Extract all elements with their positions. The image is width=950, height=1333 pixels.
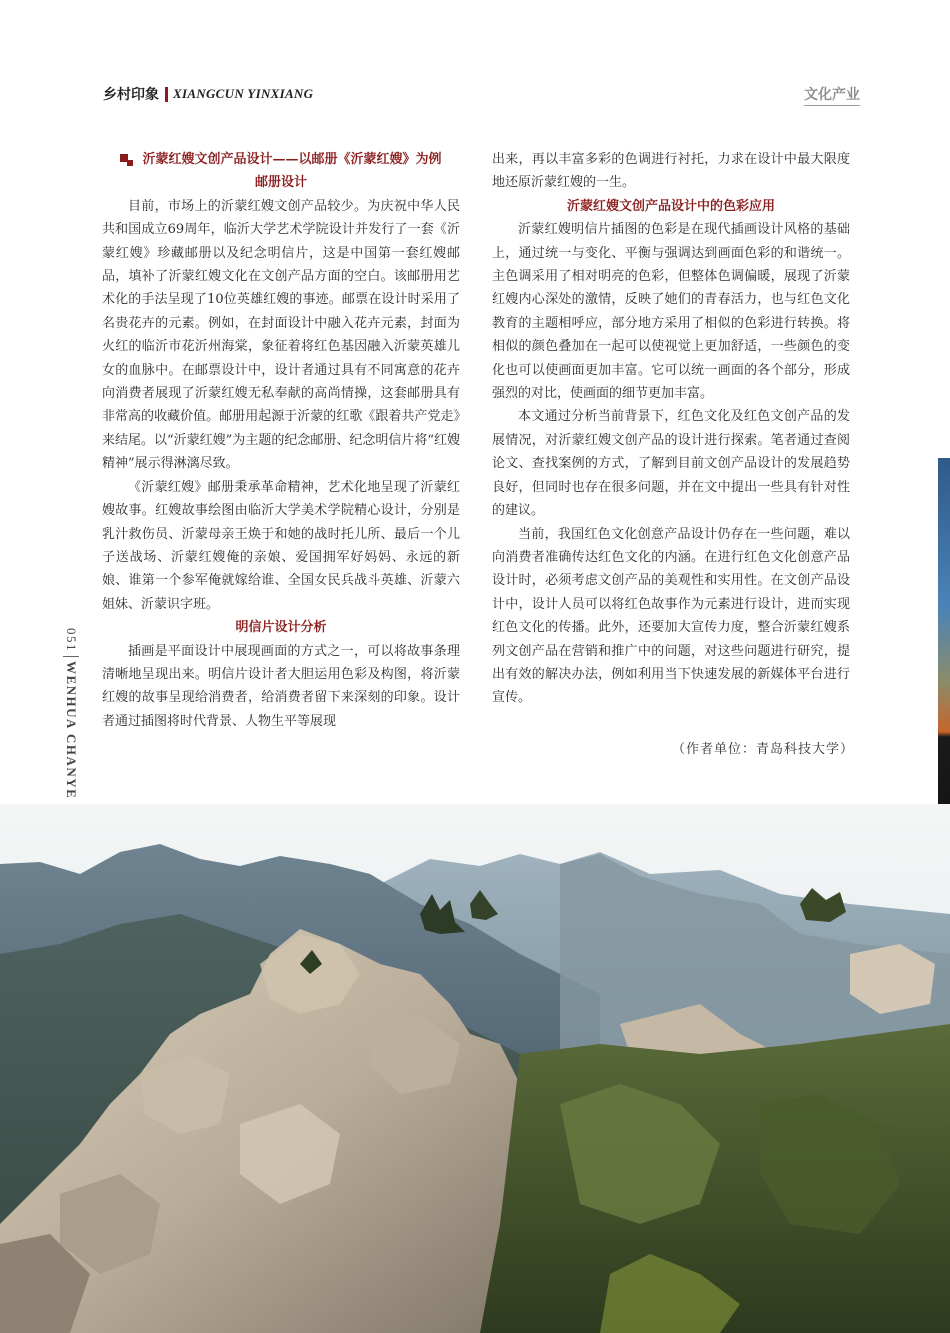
landscape-photo (0, 804, 950, 1333)
left-column (102, 148, 460, 733)
paragraph: 目前，市场上的沂蒙红嫂文创产品较少。为庆祝中华人民共和国成立69周年，临沂大学艺术学院设计并发行了一套《沂蒙红嫂》珍藏邮册以及纪念明信片，这是中国第一套红嫂邮品，填补了沂蒙红嫂文化在文创产品方面的空白。该邮册用艺术化的手法呈现了10位英雄红嫂的事迹。邮票在设计时采用了名贵花卉的元素。例如，在封面设计中融入花卉元素，封面为火红的临沂市花沂州海棠，象征着将红色基因融入沂蒙英雄儿女的血脉中。在邮票设计中，设计者通过具有不同寓意的花卉向消费者展现了沂蒙红嫂无私奉献的高尚情操，这套邮册具有非常高的收藏价值。邮册用起源于沂蒙的红歌《跟着共产党走》来结尾。以“沂蒙红嫂”为主题的纪念邮册、纪念明信片将“红嫂精神”展示得淋漓尽致。 (102, 198, 460, 472)
title-square-icon (120, 154, 136, 166)
right-column (492, 148, 850, 710)
paragraph: 《沂蒙红嫂》邮册秉承革命精神，艺术化地呈现了沂蒙红嫂故事。红嫂故事绘图由临沂大学美术学院精心设计，分别是乳汁救伤员、沂蒙母亲王焕于和她的战时托儿所、最后一个儿子送战场、沂蒙红嫂俺的亲娘、爱国拥军好妈妈、永远的新娘、谁第一个参军俺就嫁给谁、全国女民兵战斗英雄、沂蒙六姐妹、沂蒙识字班。 (102, 479, 460, 612)
paragraph: 沂蒙红嫂明信片插图的色彩是在现代插画设计风格的基础上，通过统一与变化、平衡与强调达到画面色彩的和谐统一。主色调采用了相对明亮的色彩，但整体色调偏暖，展现了沂蒙红嫂内心深处的激情，反映了她们的青春活力，也与红色文化教育的主题相呼应，部分地方采用了相似的色彩进行转换。将相似的颜色叠加在一起可以使视觉上更加舒适，一些颜色的变化也可以使画面更加丰富。它可以统一画面的各个部分，形成强烈的对比，使画面的细节更加丰富。 (492, 222, 850, 402)
paragraph: 本文通过分析当前背景下，红色文化及红色文创产品的发展情况，对沂蒙红嫂文创产品的设计进行探索。笔者通过查阅论文、查找案例的方式，了解到目前文创产品设计的发展趋势良好，但同时也存在很多问题，并在文中提出一些具有针对性的建议。 (492, 409, 850, 519)
header-divider (165, 87, 168, 102)
running-header (103, 84, 313, 104)
page-side-label (63, 628, 79, 799)
paragraph: 当前，我国红色文化创意产品设计仍存在一些问题，难以向消费者准确传达红色文化的内涵。在进行红色文化创意产品设计时，必须考虑文创产品的美观性和实用性。在文创产品设计中，设计人员可以将红色故事作为元素进行设计，进而实现红色文化的传播。此外，还要加大宣传力度，整合沂蒙红嫂系列文创产品在营销和推广中的问题，对这些问题进行研究，提出有效的解决办法，例如利用当下快速发展的新媒体平台进行宣传。 (492, 526, 850, 706)
page-number: 051 (63, 628, 79, 657)
article-title-row (102, 148, 460, 171)
section-name: 乡村印象 (103, 87, 159, 103)
section-heading-stamp: 邮册设计 (254, 175, 307, 191)
category-label: 文化产业 (804, 84, 860, 106)
paragraph-continued: 出来，再以丰富多彩的色调进行衬托，力求在设计中最大限度地还原沂蒙红嫂的一生。 (492, 152, 850, 191)
section-heading-postcard: 明信片设计分析 (235, 620, 327, 636)
article-title: 沂蒙红嫂文创产品设计——以邮册《沂蒙红嫂》为例 (142, 152, 442, 167)
author-affiliation: （作者单位：青岛科技大学） (672, 742, 855, 757)
section-name-latin: XIANGCUN YINXIANG (173, 86, 314, 101)
mountain-landscape-image (0, 804, 950, 1333)
section-heading-color: 沂蒙红嫂文创产品设计中的色彩应用 (566, 198, 775, 214)
journal-name-latin: WENHUA CHANYE (64, 661, 79, 800)
paragraph: 插画是平面设计中展现画面的方式之一，可以将故事条理清晰地呈现出来。明信片设计者大胆运用色彩及构图，将沂蒙红嫂的故事呈现给消费者，给消费者留下来深刻的印象。设计者通过插图将时代背景、人物生平等展现 (102, 643, 460, 729)
